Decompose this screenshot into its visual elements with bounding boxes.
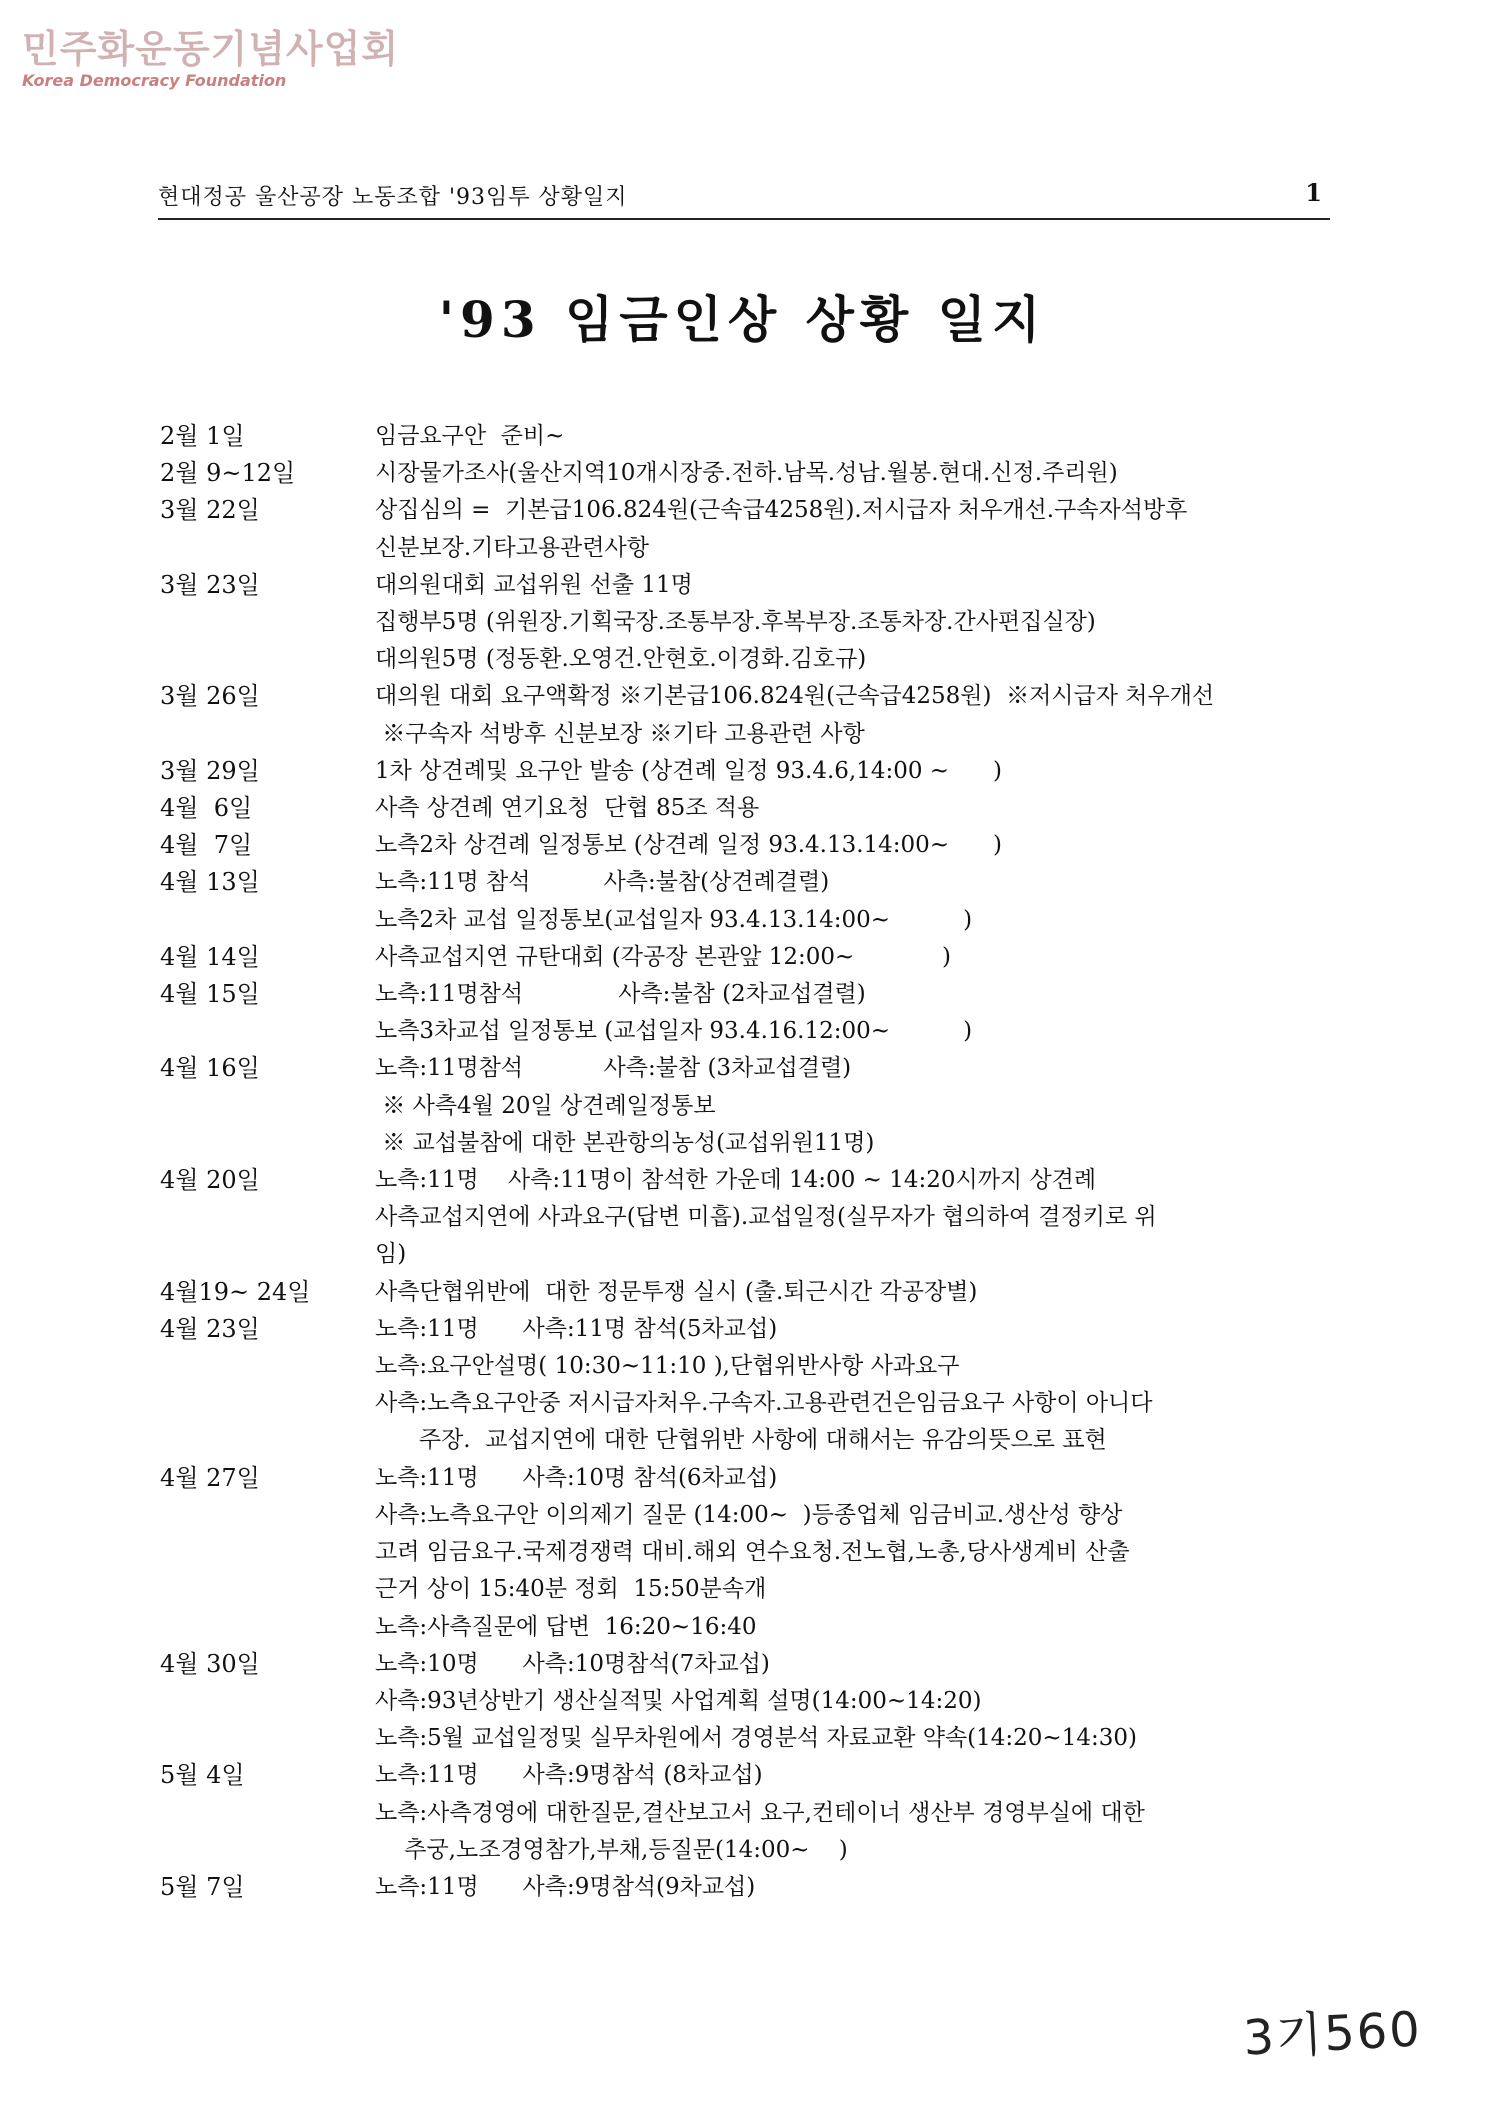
log-entry [0, 1311, 1485, 1460]
entry-text [375, 1274, 1335, 1311]
log-entry [0, 976, 1485, 1050]
log-entry [0, 1050, 1485, 1162]
entry-text [375, 976, 1335, 1050]
entry-text [375, 1757, 1335, 1869]
watermark-korean: 민주화운동기념사업회 [22, 27, 400, 71]
log-entry [0, 1869, 1485, 1906]
entry-text [375, 1460, 1335, 1646]
entry-text [375, 864, 1335, 938]
log-entry [0, 418, 1485, 455]
chronology-log [0, 418, 1485, 1906]
entry-text [375, 455, 1335, 492]
entry-line: 신분보장.기타고용관련사항 [375, 534, 649, 561]
entry-line: 노측:11명 사측:11명이 참석한 가운데 14:00 ~ 14:20시까지 상견례 [375, 1167, 1097, 1194]
entry-line: 노측:11명 참석 사측:불참(상견례결렬) [375, 869, 830, 896]
entry-line: ※구속자 석방후 신분보장 ※기타 고용관련 사항 [375, 720, 865, 747]
entry-line: 노측:요구안설명( 10:30~11:10 ),단협위반사항 사과요구 [375, 1353, 960, 1380]
entry-line: 집행부5명 (위원장.기획국장.조통부장.후복부장.조통차장.간사편집실장) [375, 609, 1096, 636]
entry-line: 임금요구안 준비~ [375, 423, 565, 449]
entry-line: 노측:11명참석 사측:불참 (3차교섭결렬) [375, 1055, 852, 1082]
entry-text [375, 753, 1335, 790]
log-entry [0, 1646, 1485, 1758]
entry-line: 노측:5월 교섭일정및 실무차원에서 경영분석 자료교환 약속(14:20~14:30) [375, 1725, 1137, 1752]
entry-line: 주장. 교섭지연에 대한 단협위반 사항에 대해서는 유감의뜻으로 표현 [375, 1427, 1107, 1454]
entry-line: 노측:10명 사측:10명참석(7차교섭) [375, 1650, 770, 1677]
entry-line: 사측교섭지연 규탄대회 (각공장 본관앞 12:00~ ) [375, 943, 951, 970]
log-entry [0, 790, 1485, 827]
entry-line: 대의원 대회 요구액확정 ※기본급106.824원(근속급4258원) ※저시급자 처우개선 [375, 683, 1215, 710]
entry-date: 3월 23일 [160, 570, 260, 599]
log-entry [0, 567, 1485, 679]
entry-line: 상집심의 = 기본급106.824원(근속급4258원).저시급자 처우개선.구속자석방후 [375, 497, 1188, 524]
entry-text [375, 1869, 1335, 1906]
entry-text [375, 1050, 1335, 1162]
entry-line: 사측 상견례 연기요청 단협 85조 적용 [375, 795, 760, 822]
log-entry [0, 455, 1485, 492]
entry-line: 노측3차교섭 일정통보 (교섭일자 93.4.16.12:00~ ) [375, 1018, 973, 1045]
log-entry [0, 939, 1485, 976]
log-entry [0, 1460, 1485, 1646]
entry-date: 5월 7일 [160, 1872, 245, 1901]
entry-line: 임) [375, 1241, 407, 1268]
entry-date: 4월 7일 [160, 831, 253, 860]
entry-date: 3월 29일 [160, 756, 260, 785]
entry-line: 사측:노측요구안중 저시급자처우.구속자.고용관련건은임금요구 사항이 아니다 [375, 1390, 1153, 1417]
entry-line: 노측:11명참석 사측:불참 (2차교섭결렬) [375, 981, 866, 1008]
entry-text [375, 939, 1335, 976]
log-entry [0, 864, 1485, 938]
entry-date: 5월 4일 [160, 1761, 245, 1790]
entry-line: ※ 교섭불참에 대한 본관항의농성(교섭위원11명) [375, 1129, 875, 1156]
entry-line: 추궁,노조경영참가,부채,등질문(14:00~ ) [375, 1836, 848, 1863]
log-entry [0, 1757, 1485, 1869]
entry-date: 4월 13일 [160, 868, 260, 897]
entry-date: 4월19~ 24일 [160, 1277, 311, 1306]
entry-date: 2월 1일 [160, 422, 245, 450]
entry-line: 1차 상견례및 요구안 발송 (상견례 일정 93.4.6,14:00 ~ ) [375, 757, 1002, 784]
entry-text [375, 418, 1335, 455]
log-entry [0, 827, 1485, 864]
log-entry [0, 753, 1485, 790]
entry-text [375, 1646, 1335, 1758]
watermark-english: Korea Democracy Foundation [22, 71, 287, 90]
entry-line: 사측:노측요구안 이의제기 질문 (14:00~ )등종업체 임금비교.생산성 향상 [375, 1501, 1123, 1528]
entry-text [375, 492, 1335, 566]
entry-line: 노측:11명 사측:10명 참석(6차교섭) [375, 1464, 778, 1491]
entry-line: 노측:11명 사측:9명참석 (8차교섭) [375, 1762, 763, 1789]
entry-line: ※ 사측4월 20일 상견례일정통보 [375, 1092, 716, 1119]
log-entry [0, 678, 1485, 752]
entry-text [375, 567, 1335, 679]
entry-date: 4월 14일 [160, 942, 260, 971]
entry-line: 노측2차 교섭 일정통보(교섭일자 93.4.13.14:00~ ) [375, 906, 973, 933]
entry-text [375, 827, 1335, 864]
entry-line: 노측2차 상견례 일정통보 (상견례 일정 93.4.13.14:00~ ) [375, 832, 1002, 859]
entry-text [375, 678, 1335, 752]
entry-text [375, 1311, 1335, 1460]
entry-line: 대의원5명 (정동환.오영건.안현호.이경화.김호규) [375, 646, 867, 673]
entry-line: 근거 상이 15:40분 정회 15:50분속개 [375, 1576, 767, 1603]
entry-line: 사측교섭지연에 사과요구(답변 미흡).교섭일정(실무자가 협의하여 결정키로 위 [375, 1204, 1157, 1231]
entry-line: 노측:11명 사측:9명참석(9차교섭) [375, 1873, 756, 1900]
entry-date: 3월 22일 [160, 496, 260, 525]
entry-line: 노측:11명 사측:11명 참석(5차교섭) [375, 1315, 778, 1342]
entry-text [375, 1162, 1335, 1274]
entry-date: 3월 26일 [160, 682, 260, 711]
document-title: '93 임금인상 상황 일지 [438, 290, 1047, 349]
entry-line: 고려 임금요구.국제경쟁력 대비.해외 연수요청.전노협,노총,당사생계비 산출 [375, 1539, 1130, 1566]
running-header [158, 176, 1330, 220]
header-title: 현대정공 울산공장 노동조합 '93임투 상황일지 [158, 185, 628, 210]
log-entry [0, 1162, 1485, 1274]
entry-date: 4월 20일 [160, 1166, 260, 1195]
entry-date: 4월 6일 [160, 794, 253, 823]
entry-text [375, 790, 1335, 827]
entry-date: 4월 15일 [160, 980, 260, 1009]
entry-date: 4월 27일 [160, 1463, 260, 1492]
entry-date: 4월 16일 [160, 1054, 260, 1083]
entry-line: 시장물가조사(울산지역10개시장중.전하.남목.성남.월봉.현대.신정.주리원) [375, 460, 1118, 487]
entry-line: 노측:사측경영에 대한질문,결산보고서 요구,컨테이너 생산부 경영부실에 대한 [375, 1799, 1145, 1826]
entry-date: 2월 9~12일 [160, 459, 296, 488]
entry-line: 사측단협위반에 대한 정문투쟁 실시 (출.퇴근시간 각공장별) [375, 1278, 978, 1305]
archive-number-stamp: 3기560 [1241, 2001, 1424, 2067]
entry-line: 사측:93년상반기 생산실적및 사업계획 설명(14:00~14:20) [375, 1687, 982, 1714]
entry-line: 대의원대회 교섭위원 선출 11명 [375, 571, 693, 598]
entry-date: 4월 23일 [160, 1314, 260, 1343]
page-number: 1 [1305, 178, 1322, 207]
log-entry [0, 1274, 1485, 1311]
log-entry [0, 492, 1485, 566]
watermark-logo [22, 18, 399, 90]
entry-date: 4월 30일 [160, 1649, 260, 1678]
entry-line: 노측:사측질문에 답변 16:20~16:40 [375, 1613, 757, 1640]
